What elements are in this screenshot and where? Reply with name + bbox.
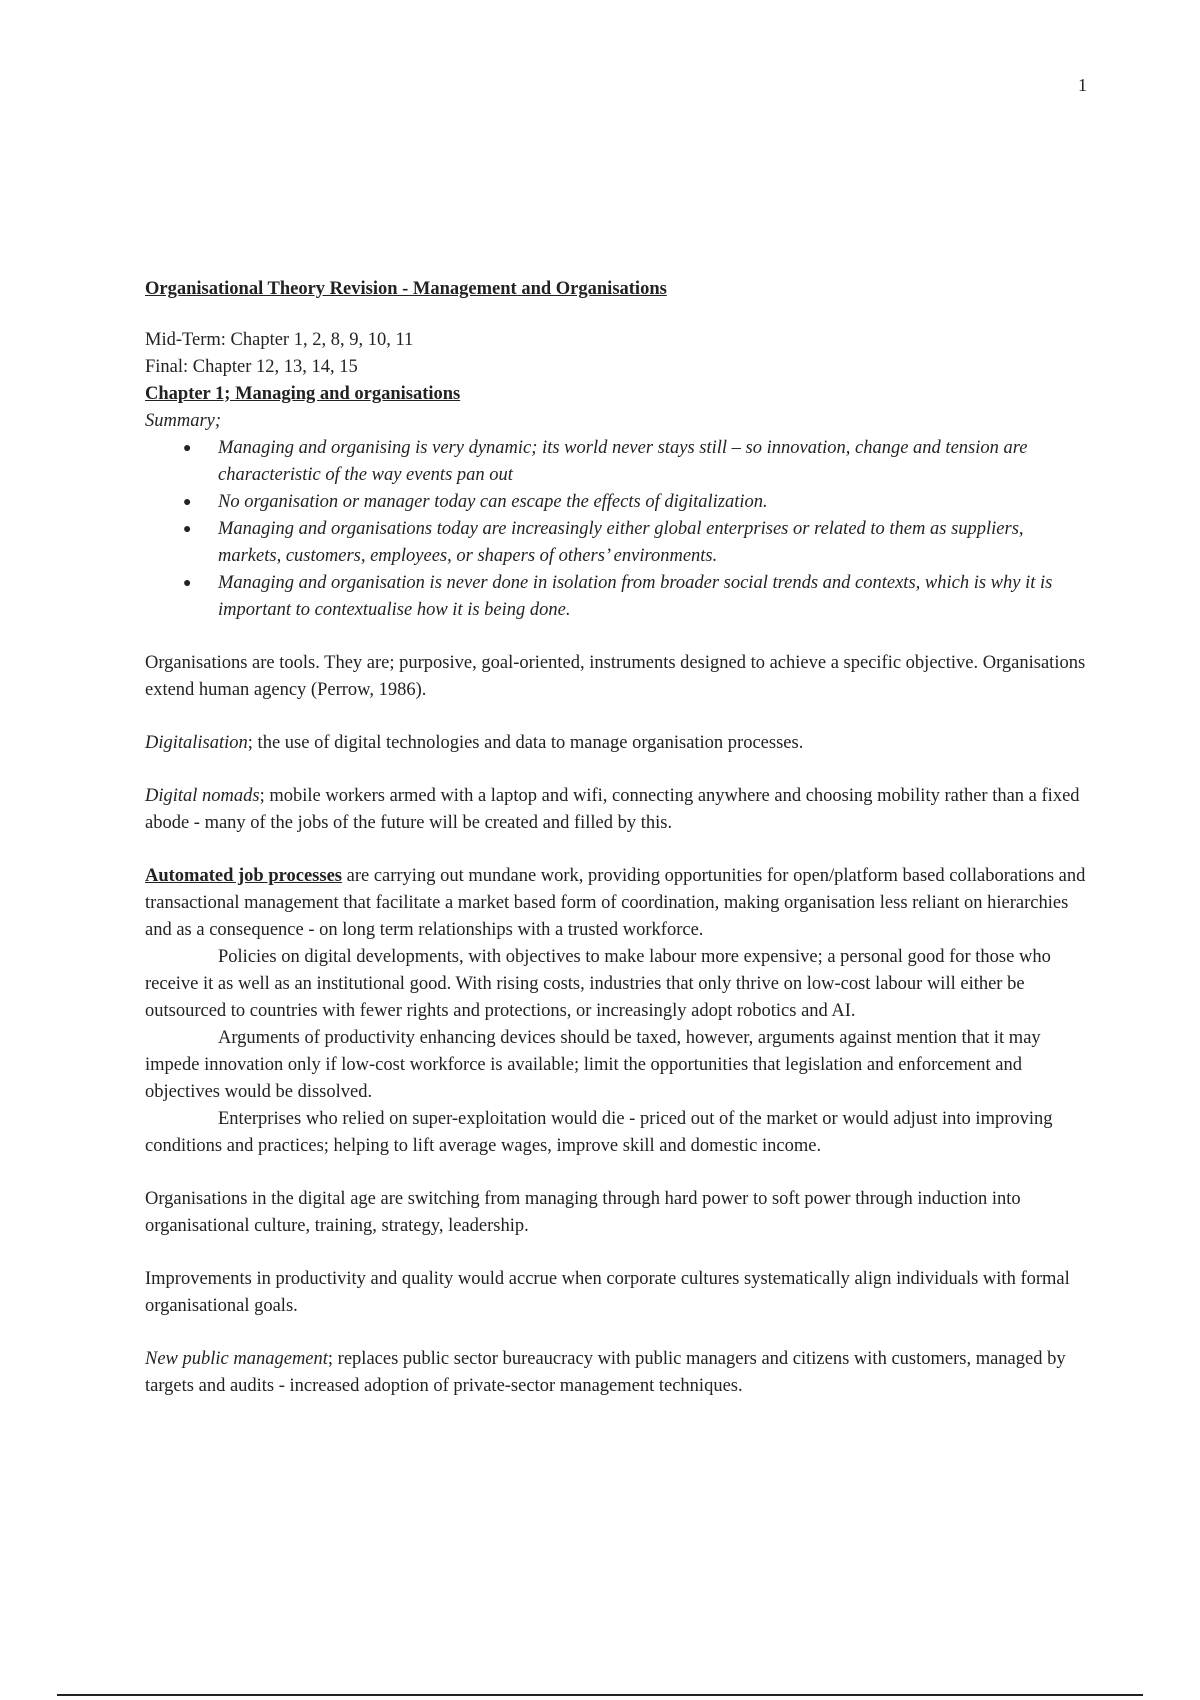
summary-item	[145, 570, 1090, 624]
chapter-1-heading: Chapter 1; Managing and organisations	[145, 384, 461, 404]
summary-item	[145, 435, 1090, 489]
final-chapters: Final: Chapter 12, 13, 14, 15	[145, 357, 358, 377]
new-public-management-term: New public management	[145, 1349, 328, 1369]
summary-item-text: Managing and organising is very dynamic; its world never stays still – so innovation, change and tension are characteristic of the way events pan out	[218, 438, 1028, 485]
bullet-icon: ●	[183, 441, 192, 456]
digitalisation-text: ; the use of digital technologies and data to manage organisation processes.	[247, 733, 804, 753]
summary-item	[145, 489, 1090, 516]
summary-list	[145, 435, 1090, 624]
summary-item-text: Managing and organisations today are increasingly either global enterprises or related to them as suppliers, markets, customers, employees, or shapers of others’ environments.	[218, 519, 1024, 566]
page-bottom-rule	[57, 1694, 1143, 1696]
digitalisation-term: Digitalisation	[145, 733, 248, 753]
arguments-paragraph: Arguments of productivity enhancing devices should be taxed, however, arguments against mention that it may impede innovation only if low-cost workforce is available; limit the opportunities that legislation and enforcement and objectives would be dissolved.	[145, 1028, 1041, 1102]
document-title: Organisational Theory Revision - Management and Organisations	[145, 279, 667, 299]
summary-item	[145, 516, 1090, 570]
enterprises-paragraph: Enterprises who relied on super-exploitation would die - priced out of the market or would adjust into improving conditions and practices; helping to lift average wages, improve skill and domestic income.	[145, 1109, 1053, 1156]
organisations-tools-paragraph: Organisations are tools. They are; purposive, goal-oriented, instruments designed to achieve a specific objective. Organisations extend human agency (Perrow, 1986).	[145, 653, 1086, 700]
bullet-icon: ●	[183, 522, 192, 537]
digitalisation-definition	[145, 730, 1090, 757]
digital-age-paragraph: Organisations in the digital age are switching from managing through hard power to soft power through induction into organisational culture, training, strategy, leadership.	[145, 1189, 1021, 1236]
digital-nomads-text: ; mobile workers armed with a laptop and wifi, connecting anywhere and choosing mobility rather than a fixed abode - many of the jobs of the future will be created and filled by this.	[145, 786, 1080, 833]
improvements-paragraph: Improvements in productivity and quality would accrue when corporate cultures systematically align individuals with formal organisational goals.	[145, 1269, 1070, 1316]
new-public-management-definition	[145, 1346, 1090, 1400]
document-body	[145, 276, 1090, 1400]
automated-processes-paragraph	[145, 863, 1090, 944]
summary-item-text: No organisation or manager today can escape the effects of digitalization.	[218, 492, 768, 512]
digital-nomads-term: Digital nomads	[145, 786, 260, 806]
midterm-chapters: Mid-Term: Chapter 1, 2, 8, 9, 10, 11	[145, 330, 414, 350]
new-public-management-text: ; replaces public sector bureaucracy with public managers and citizens with customers, managed by targets and audits - increased adoption of private-sector management techniques.	[145, 1349, 1066, 1396]
bullet-icon: ●	[183, 495, 192, 510]
page-number: 1	[1078, 75, 1087, 95]
automated-processes-text: are carrying out mundane work, providing opportunities for open/platform based collaborations and transactional management that facilitate a market based form of coordination, making organisation less reliant on hierarchies and as a consequence - on long term relationships with a trusted workforce.	[145, 866, 1086, 940]
digital-nomads-definition	[145, 783, 1090, 837]
policies-paragraph: Policies on digital developments, with objectives to make labour more expensive; a personal good for those who receive it as well as an institutional good. With rising costs, industries that only thrive on low-cost labour will either be outsourced to countries with fewer rights and protections, or increasingly adopt robotics and AI.	[145, 947, 1051, 1021]
automated-processes-term: Automated job processes	[145, 866, 342, 886]
summary-item-text: Managing and organisation is never done in isolation from broader social trends and contexts, which is why it is important to contextualise how it is being done.	[218, 573, 1053, 620]
bullet-icon: ●	[183, 576, 192, 591]
summary-label: Summary;	[145, 411, 222, 431]
